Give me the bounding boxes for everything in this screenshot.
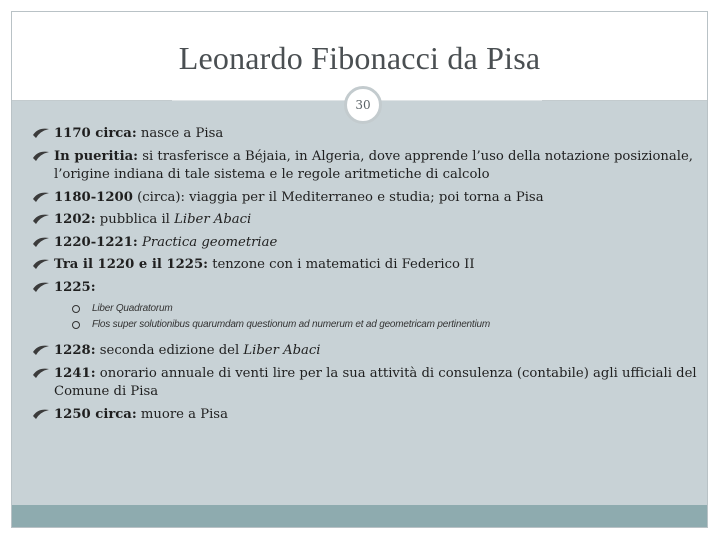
footer-bar bbox=[12, 505, 707, 527]
list-item: In pueritia: si trasferisce a Béjaia, in Algeria, dove apprende l’uso della notazione posizionale, l’origine indiana di tale sistema e le regole aritmetiche di calcolo bbox=[30, 148, 700, 185]
page-number-badge bbox=[344, 86, 382, 124]
list-item: 1228: seconda edizione del Liber Abaci bbox=[30, 342, 700, 361]
list-item: 1220-1221: Practica geometriae bbox=[30, 234, 700, 253]
list-item: 1170 circa: nasce a Pisa bbox=[30, 125, 700, 144]
list-item: 1225: bbox=[30, 279, 700, 298]
book-title: Liber Abaci bbox=[174, 212, 252, 227]
swoosh-bullet-icon bbox=[32, 407, 50, 423]
swoosh-bullet-icon bbox=[32, 343, 50, 359]
swoosh-bullet-icon bbox=[32, 366, 50, 382]
slide bbox=[11, 11, 708, 528]
swoosh-bullet-icon bbox=[32, 190, 50, 206]
book-title: Practica geometriae bbox=[137, 234, 278, 250]
swoosh-bullet-icon bbox=[32, 280, 50, 296]
sub-list-item: Flos super solutionibus quarumdam questionum ad numerum et ad geometricam pertinentium bbox=[30, 317, 700, 333]
swoosh-bullet-icon bbox=[32, 212, 50, 228]
sub-list-item: Liber Quadratorum bbox=[30, 301, 700, 317]
slide-title: Leonardo Fibonacci da Pisa bbox=[178, 40, 541, 76]
page-number: 30 bbox=[355, 98, 371, 112]
swoosh-bullet-icon bbox=[32, 126, 50, 142]
list-item: 1250 circa: muore a Pisa bbox=[30, 406, 700, 425]
sub-list bbox=[30, 301, 700, 333]
ring-bullet-icon bbox=[72, 321, 80, 329]
swoosh-bullet-icon bbox=[32, 149, 50, 165]
swoosh-bullet-icon bbox=[32, 235, 50, 251]
list-item: 1180-1200 (circa): viaggia per il Mediterraneo e studia; poi torna a Pisa bbox=[30, 189, 700, 208]
list-item: 1202: pubblica il Liber Abaci bbox=[30, 211, 700, 230]
ring-bullet-icon bbox=[72, 305, 80, 313]
list-item: 1241: onorario annuale di venti lire per la sua attività di consulenza (contabile) agli ufficiali del Comune di Pisa bbox=[30, 365, 700, 402]
book-title: Liber Abaci bbox=[243, 343, 321, 358]
timeline-list bbox=[30, 125, 700, 428]
list-item: Tra il 1220 e il 1225: tenzone con i matematici di Federico II bbox=[30, 256, 700, 275]
swoosh-bullet-icon bbox=[32, 257, 50, 273]
